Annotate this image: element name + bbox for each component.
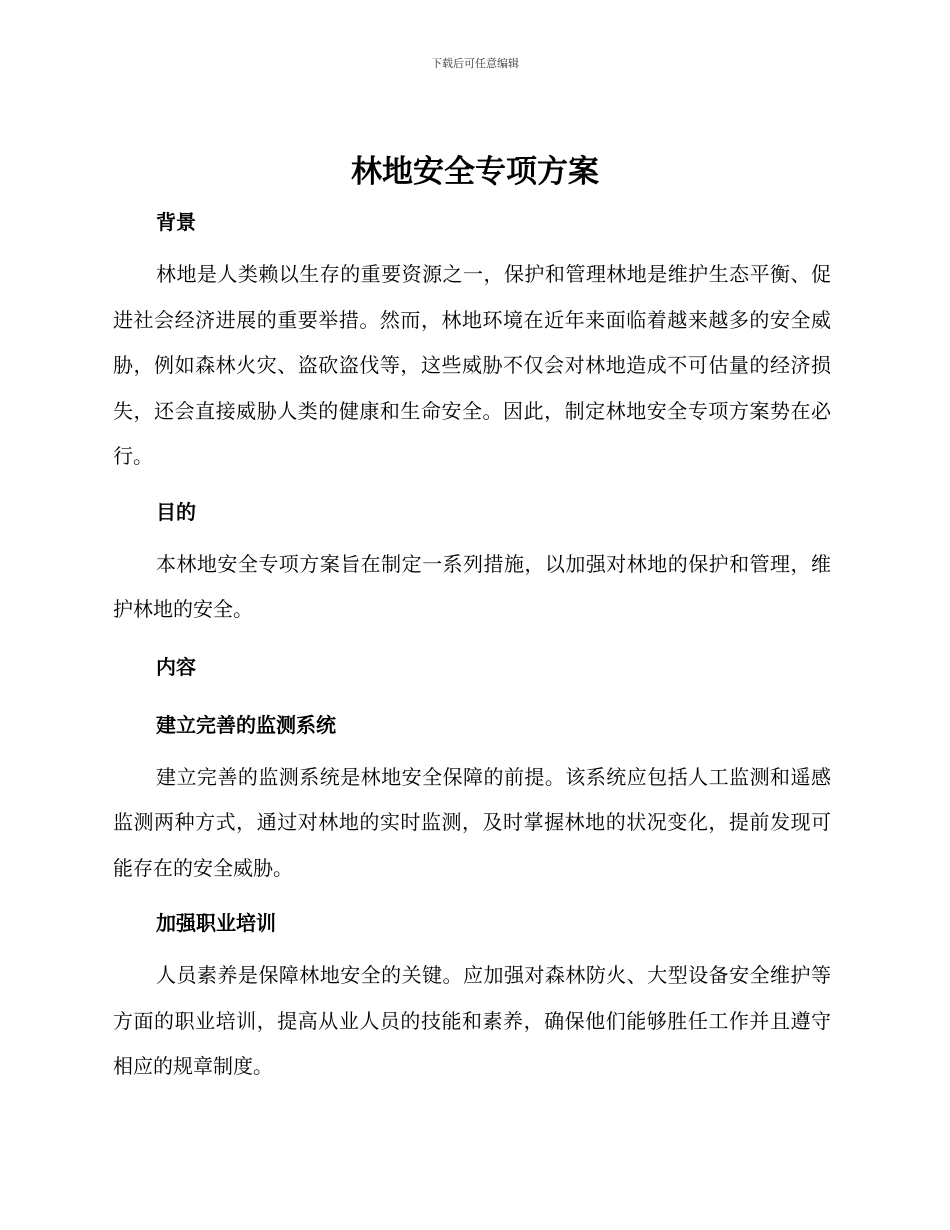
header-note: 下载后可任意编辑 bbox=[431, 57, 519, 70]
subsection-heading-monitor: 建立完善的监测系统 bbox=[156, 712, 336, 737]
paragraph-purpose: 本林地安全专项方案旨在制定一系列措施，以加强对林地的保护和管理，维护林地的安全。 bbox=[113, 551, 831, 621]
section-heading-background: 背景 bbox=[156, 210, 196, 234]
paragraph-monitor: 建立完善的监测系统是林地安全保障的前提。该系统应包括人工监测和遥感监测两种方式，通过对林地的实时监测，及时掌握林地的状况变化，提前发现可能存在的安全威胁。 bbox=[113, 764, 831, 880]
document-title: 林地安全专项方案 bbox=[351, 154, 599, 190]
section-heading-purpose: 目的 bbox=[156, 499, 196, 524]
section-heading-content: 内容 bbox=[156, 654, 196, 679]
paragraph-training: 人员素养是保障林地安全的关键。应加强对森林防火、大型设备安全维护等方面的职业培训，提高从业人员的技能和素养，确保他们能够胜任工作并且遵守相应的规章制度。 bbox=[113, 963, 831, 1078]
subsection-heading-training: 加强职业培训 bbox=[156, 911, 276, 935]
paragraph-background: 林地是人类赖以生存的重要资源之一，保护和管理林地是维护生态平衡、促进社会经济进展的重要举措。然而，林地环境在近年来面临着越来越多的安全威胁，例如森林火灾、盗砍盗伐等，这些威胁不仅会对林地造成不可估量的经济损失，还会直接威胁人类的健康和生命安全。因此，制定林地安全专项方案势在必行。 bbox=[113, 262, 831, 468]
document-body bbox=[113, 206, 831, 1090]
